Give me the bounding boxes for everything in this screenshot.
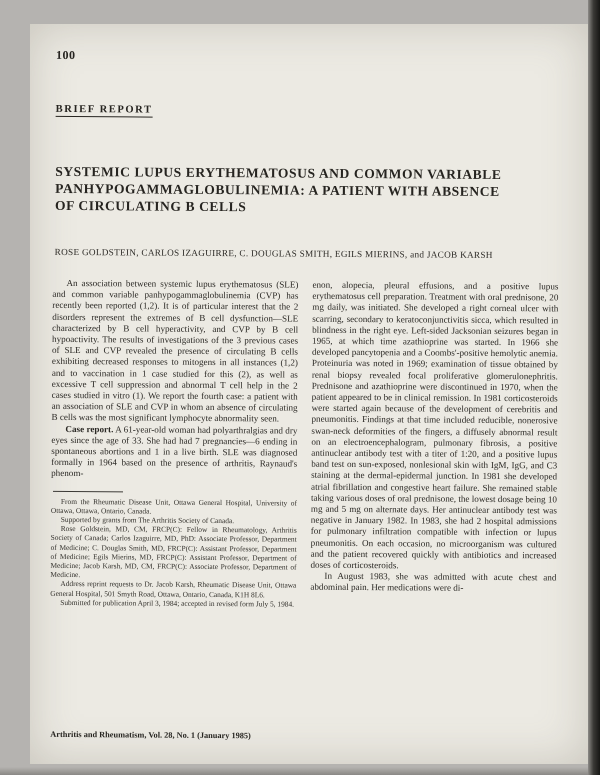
continued-paragraph: enon, alopecia, pleural effusions, and a positive lupus erythematosus cell preparation. Treatment with oral prednisone, 20 mg daily, was initiated. She developed a right corneal ulcer with scarring, secondary to keratoconjunctivitis sicca, which resulted in blindness in the right eye. Left-sided Jacksonian seizures began in 1965, at which time azathioprine was started. In 1966 she developed pancytopenia and a Coombs'-positive hemolytic anemia. Proteinuria was noted in 1969; examination of tissue obtained by renal biopsy revealed focal proliferative glomerulonephritis. Prednisone and azathioprine were discontinued in 1970, when the patient appeared to be in clinical remission. In 1981 corticosteroids were started again because of the development of cerebritis and pneumonitis. Findings at that time included reducible, nonerosive swan-neck deformities of the fingers, a diffusely abnormal result on an electroencephalogram, pulmonary fibrosis, a positive antinuclear antibody test with a titer of 1:20, and a positive lupus band test on sun-exposed, nonlesional skin with IgM, IgG, and C3 staining at the dermal-epidermal junction. In 1981 she developed atrial fibrillation and congestive heart failure. She remained stable taking various doses of oral prednisone, the lowest dosage being 10 mg and 5 mg on alternate days. Her antinuclear antibody test was negative in January 1982. In 1983, she had 2 hospital admissions for pulmonary infiltration compatible with infection or lupus pneumonitis. On each occasion, no microorganism was cultured and the patient recovered quickly with antibiotics and increased doses of corticosteroids. (310, 279, 559, 571)
case-report-text: A 61-year-old woman had polyarthralgias and dry eyes since the age of 33. She had had 7 pregnancies—6 ending in spontaneous abortions and 1 in a live birth. SLE was diagnosed formally in 1964 based on the presence of arthritis, Raynaud's phenom- (51, 423, 298, 479)
paper-sheet (30, 24, 588, 764)
authors-line: ROSE GOLDSTEIN, CARLOS IZAGUIRRE, C. DOUGLAS SMITH, EGILS MIERINS, and JACOB KARSH (54, 246, 493, 260)
footnote-reprint-requests: Address reprint requests to Dr. Jacob Karsh, Rheumatic Disease Unit, Ottawa General Hospital, 501 Smyth Road, Ottawa, Ontario, Canada, K1H 8L6. (50, 579, 297, 600)
title-line-2: PANHYPOGAMMAGLOBULINEMIA: A PATIENT WITH ABSENCE (55, 180, 500, 200)
scan-bottom-shadow (0, 767, 600, 775)
left-column (50, 278, 298, 609)
title-line-1: SYSTEMIC LUPUS ERYTHEMATOSUS AND COMMON VARIABLE (55, 163, 502, 183)
body-columns (50, 278, 560, 611)
page-content (25, 24, 588, 768)
footnote-support: Supported by grants from The Arthritis Society of Canada. (60, 515, 235, 526)
section-label: BRIEF REPORT (55, 103, 153, 116)
article-title (55, 163, 561, 218)
footnote-divider (53, 491, 123, 492)
title-line-3: OF CIRCULATING B CELLS (54, 197, 247, 215)
page-number: 100 (56, 47, 76, 63)
right-column (310, 280, 558, 611)
case-report-label: Case report. (65, 423, 114, 434)
intro-paragraph: An association between systemic lupus erythematosus (SLE) and common variable panhypogammaglobulinemia (CVP) has recently been reported (1,2). It is of particular interest that the 2 disorders represent the extremes of B cell dysfunction—SLE characterized by B cell hyperactivity, and CVP by B cell hypoactivity. The results of investigations of the 3 previous cases of SLE and CVP revealed the presence of circulating B cells exhibiting decreased responses to mitogens in all instances (1,2) and to vaccination in 1 case studied for this (2), as well as excessive T cell suppression and abnormal T cell help in the 2 cases studied in vitro (1). We report the fourth case: a patient with an association of SLE and CVP in whom an absence of circulating B cells was the most significant lymphocyte abnormality seen. (51, 277, 299, 424)
scan-dark-edge (588, 0, 600, 775)
journal-footer: Arthritis and Rheumatism, Vol. 28, No. 1 (January 1985) (50, 729, 251, 741)
section-label-row (56, 99, 562, 121)
footnotes-block (50, 497, 297, 609)
august-paragraph: In August 1983, she was admitted with acute chest and abdominal pain. Her medications were di- (310, 571, 557, 594)
footnote-author-credentials: Rose Goldstein, MD, CM, FRCP(C): Fellow in Rheumatology, Arthritis Society of Canada; Carlos Izaguirre, MD, PhD: Associate Professor, Department of Medicine; C. Douglas Smith, MD, FRCP(C): Assistant Professor, Department of Medicine; Egils Mierins, MD, FRCP(C): Assistant Professor, Department of Medicine; Jacob Karsh, MD, CM, FRCP(C): Associate Professor, Department of Medicine. (50, 524, 297, 580)
footnote-submission-dates: Submitted for publication April 3, 1984; accepted in revised form July 5, 1984. (60, 597, 295, 609)
footnote-affiliation: From the Rheumatic Disease Unit, Ottawa General Hospital, University of Ottawa, Ottawa, Ontario, Canada. (50, 496, 297, 516)
case-report-paragraph (51, 424, 297, 482)
